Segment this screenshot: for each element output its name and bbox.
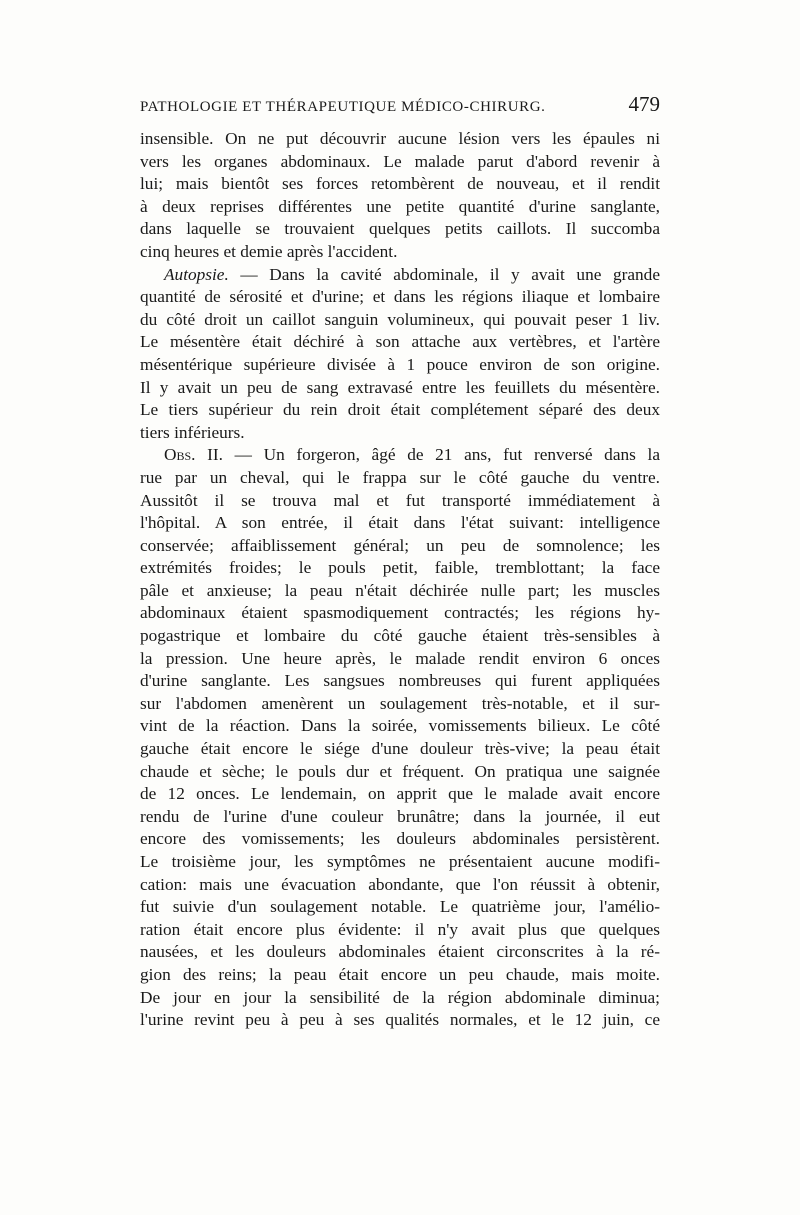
text-line: cinq heures et demie après l'accident. bbox=[140, 241, 398, 261]
text-line: mésentérique supérieure divisée à 1 pouce environ de son origine. bbox=[140, 354, 660, 374]
text-line: extrémités froides; le pouls petit, faible, tremblottant; la face bbox=[140, 558, 660, 578]
autopsie-label: Autopsie. bbox=[164, 264, 229, 284]
text-line: la pression. Une heure après, le malade rendit environ 6 onces bbox=[140, 648, 660, 668]
text-line: Le mésentère était déchiré à son attache aux vertèbres, et l'artère bbox=[140, 332, 660, 352]
text-line: abdominaux étaient spasmodiquement contractés; les régions hy- bbox=[140, 603, 660, 623]
text-line: nausées, et les douleurs abdominales étaient circonscrites à la ré- bbox=[140, 942, 660, 962]
text-line: gauche était encore le siége d'une douleur très-vive; la peau était bbox=[140, 739, 660, 759]
text-line: rendu de l'urine d'une couleur brunâtre; dans la journée, il eut bbox=[140, 806, 660, 826]
body-text bbox=[140, 128, 660, 1032]
observation-text: — Un forgeron, âgé de 21 ans, fut renversé dans la bbox=[234, 445, 660, 465]
text-line: insensible. On ne put découvrir aucune lésion vers les épaules ni bbox=[140, 129, 660, 148]
text-line: De jour en jour la sensibilité de la région abdominale diminua; bbox=[140, 987, 660, 1007]
text-line: pogastrique et lombaire du côté gauche étaient très-sensibles à bbox=[140, 626, 660, 646]
text-line: sur l'abdomen amenèrent un soulagement très-notable, et il sur- bbox=[140, 693, 660, 713]
text-line: vint de la réaction. Dans la soirée, vomissements bilieux. Le côté bbox=[140, 716, 660, 736]
text-line: l'urine revint peu à peu à ses qualités normales, et le 12 juin, ce bbox=[140, 1010, 660, 1030]
text-line: cation: mais une évacuation abondante, que l'on réussit à obtenir, bbox=[140, 874, 660, 894]
observation-label: Obs. II. bbox=[164, 445, 223, 465]
text-line: encore des vomissements; les douleurs abdominales persistèrent. bbox=[140, 829, 660, 849]
text-line: à deux reprises différentes une petite quantité d'urine sanglante, bbox=[140, 196, 660, 216]
text-line: l'hôpital. A son entrée, il était dans l'état suivant: intelligence bbox=[140, 513, 660, 533]
text-line: conservée; affaiblissement général; un peu de somnolence; les bbox=[140, 535, 660, 555]
text-line: fut suivie d'un soulagement notable. Le quatrième jour, l'amélio- bbox=[140, 897, 660, 917]
text-line: tiers inférieurs. bbox=[140, 422, 245, 442]
running-title: PATHOLOGIE ET THÉRAPEUTIQUE MÉDICO-CHIRURG. bbox=[140, 99, 546, 115]
text-line: chaude et sèche; le pouls dur et fréquent. On pratiqua une saignée bbox=[140, 761, 660, 781]
text-line: ration était encore plus évidente: il n'y avait plus que quelques bbox=[140, 919, 660, 939]
text-line: du côté droit un caillot sanguin volumineux, qui pouvait peser 1 liv. bbox=[140, 309, 660, 329]
text-line: Aussitôt il se trouva mal et fut transporté immédiatement à bbox=[140, 490, 660, 510]
observation-line bbox=[140, 444, 660, 467]
text-line: d'urine sanglante. Les sangsues nombreuses qui furent appliquées bbox=[140, 671, 660, 691]
text-line: vers les organes abdominaux. Le malade parut d'abord revenir à bbox=[140, 151, 660, 171]
text-line: pâle et anxieuse; la peau n'était déchirée nulle part; les muscles bbox=[140, 580, 660, 600]
text-line: Le tiers supérieur du rein droit était complétement séparé des deux bbox=[140, 400, 660, 420]
text-line: quantité de sérosité et d'urine; et dans les régions iliaque et lombaire bbox=[140, 287, 660, 307]
text-line: Le troisième jour, les symptômes ne présentaient aucune modifi- bbox=[140, 852, 660, 871]
autopsie-line bbox=[140, 264, 660, 287]
running-head bbox=[140, 92, 660, 120]
text-line: Il y avait un peu de sang extravasé entre les feuillets du mésentère. bbox=[140, 377, 660, 397]
text-line: dans laquelle se trouvaient quelques petits caillots. Il succomba bbox=[140, 219, 660, 239]
text-line: lui; mais bientôt ses forces retombèrent de nouveau, et il rendit bbox=[140, 174, 660, 194]
page-number: 479 bbox=[628, 92, 660, 116]
text-line: gion des reins; la peau était encore un peu chaude, mais moite. bbox=[140, 964, 660, 984]
text-line: rue par un cheval, qui le frappa sur le côté gauche du ventre. bbox=[140, 467, 660, 487]
autopsie-text: — Dans la cavité abdominale, il y avait une grande bbox=[240, 264, 660, 284]
text-line: de 12 onces. Le lendemain, on apprit que le malade avait encore bbox=[140, 784, 660, 804]
